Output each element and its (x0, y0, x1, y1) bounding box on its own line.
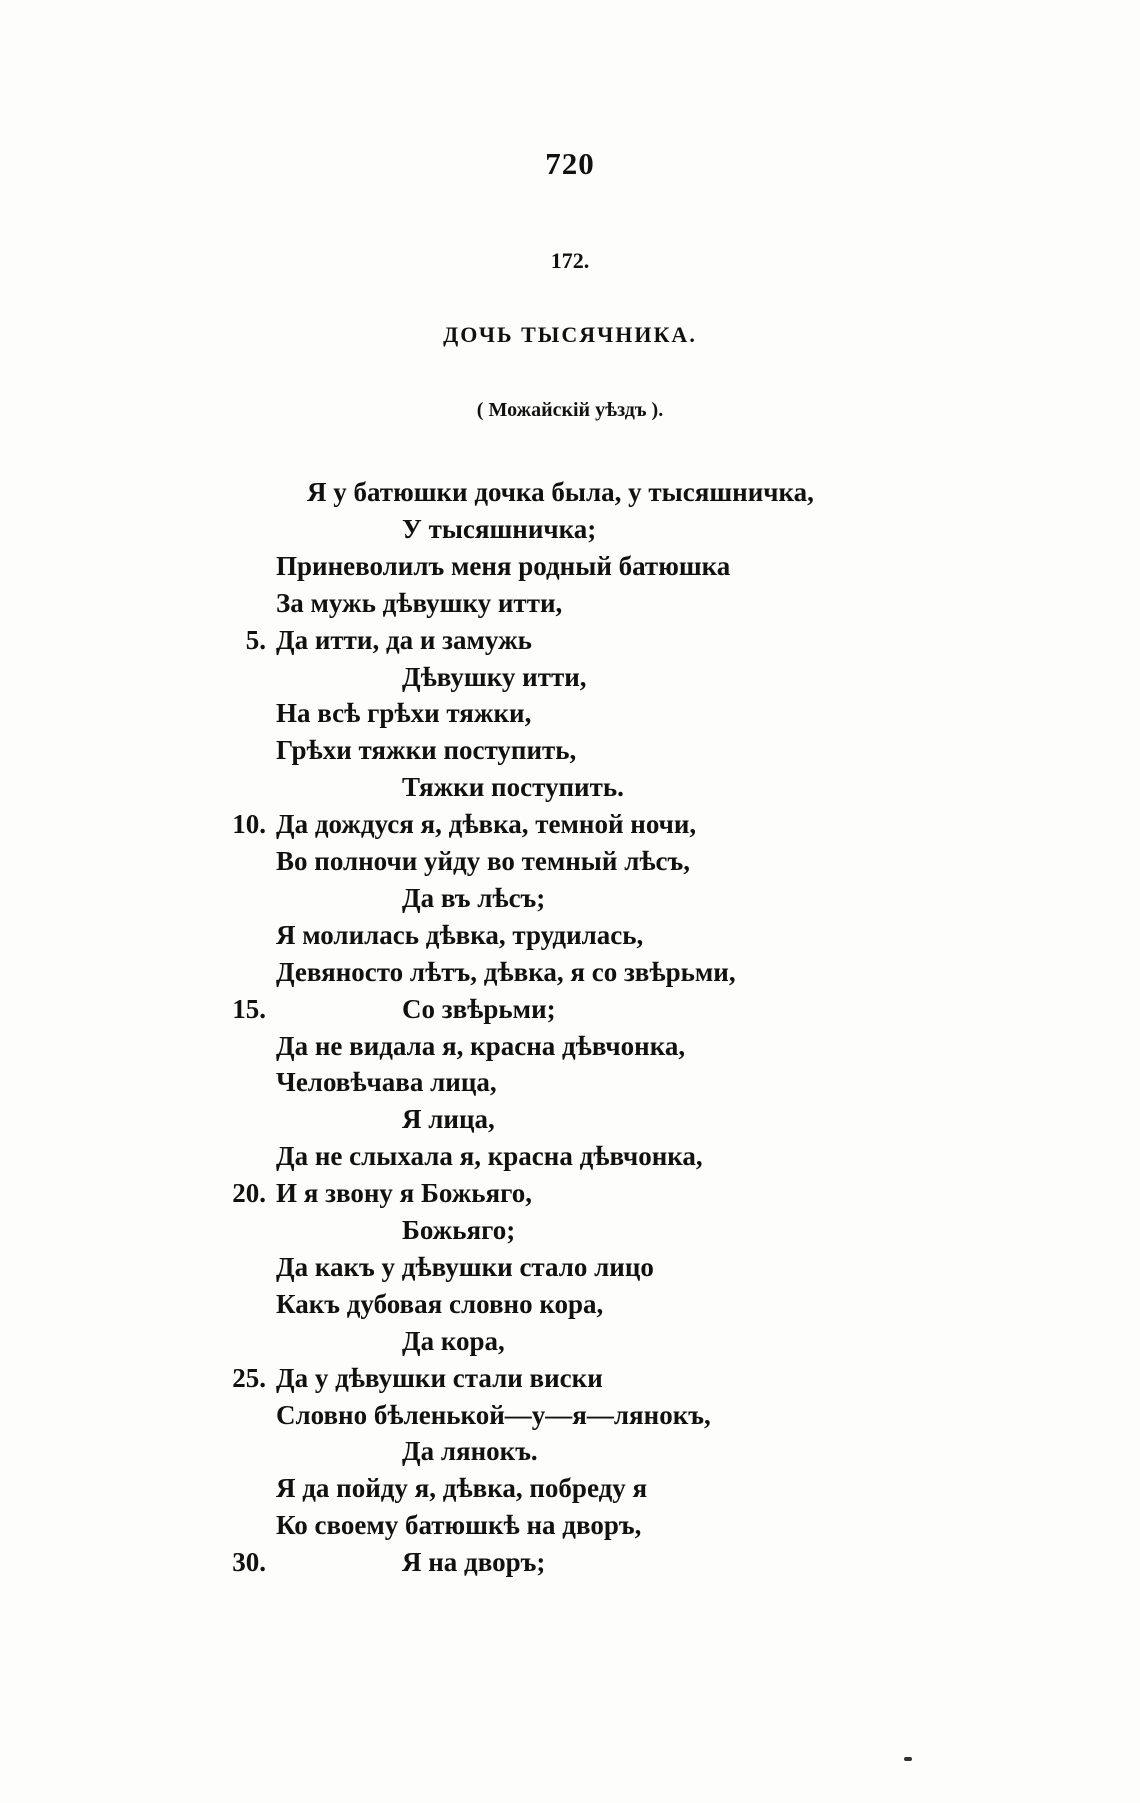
verse-line (0, 1510, 1140, 1546)
verse-text: Я молилась дѣвка, трудилась, (276, 919, 644, 950)
verse-text: На всѣ грѣхи тяжки, (276, 698, 532, 729)
song-number: 172. (550, 248, 590, 273)
verse-line (0, 1141, 1140, 1177)
verse-line (0, 1104, 1140, 1140)
verse-line (0, 957, 1140, 993)
verse-text: Я на дворъ; (402, 1547, 546, 1578)
verse-text: У тысяшничка; (402, 513, 597, 544)
verse-text: Девяносто лѣтъ, дѣвка, я со звѣрьми, (276, 956, 736, 987)
verse-line (0, 846, 1140, 882)
line-number: 20. (232, 1178, 266, 1209)
verse-text: Да въ лѣсъ; (402, 882, 546, 913)
verse-text: Грѣхи тяжки поступить, (276, 735, 577, 766)
verse-text: Словно бѣленькой—у—я—лянокъ, (276, 1399, 711, 1430)
verse-text: Человѣчава лица, (276, 1067, 497, 1098)
verse-text: Тяжки поступить. (402, 772, 624, 803)
line-number: 25. (232, 1362, 266, 1393)
verse-line (0, 883, 1140, 919)
verse-line (0, 920, 1140, 956)
print-speck (904, 1757, 912, 1761)
line-number: 15. (232, 993, 266, 1024)
verse-line (0, 1289, 1140, 1325)
verse-line (0, 772, 1140, 808)
verse-text: Во полночи уйду во темный лѣсъ, (276, 846, 691, 876)
verse-line (0, 1436, 1140, 1472)
verse-line (0, 1547, 1140, 1583)
verse-text: Да какъ у дѣвушки стало лицо (276, 1251, 654, 1282)
verse-text: Да кора, (402, 1325, 505, 1356)
verse-text: Ко своему батюшкѣ на дворъ, (276, 1510, 642, 1541)
verse-line (0, 809, 1140, 845)
verse-text: Приневолилъ меня родный батюшка (276, 550, 731, 581)
verse-line (0, 994, 1140, 1030)
verse-line (0, 514, 1140, 550)
line-number: 5. (245, 624, 266, 655)
song-title: ДОЧЬ ТЫСЯЧНИКА. (443, 322, 697, 347)
verse-line (0, 1178, 1140, 1214)
verse-line (0, 1326, 1140, 1362)
verse-text: Божьяго; (402, 1215, 516, 1245)
verse-line (0, 1363, 1140, 1399)
verse-line (0, 698, 1140, 734)
verse-line (0, 735, 1140, 771)
verse-line (0, 1067, 1140, 1103)
verse-text: Я да пойду я, дѣвка, побреду я (276, 1473, 648, 1504)
verse-text: За мужь дѣвушку итти, (276, 587, 563, 618)
verse-text: И я звону я Божьяго, (276, 1178, 532, 1209)
verse-line (0, 477, 1140, 513)
verse-line (0, 1215, 1140, 1251)
verse-line (0, 551, 1140, 587)
verse-text: Какъ дубовая словно кора, (276, 1288, 604, 1319)
verse-text: Да дождуся я, дѣвка, темной ночи, (276, 809, 697, 840)
page-number: 720 (545, 146, 595, 181)
verse-line (0, 1400, 1140, 1436)
verse-text: Со звѣрьми; (402, 993, 556, 1024)
verse-line (0, 1473, 1140, 1509)
district-note: ( Можайскій уѣздъ ). (476, 399, 664, 421)
verse-text: Да у дѣвушки стали виски (276, 1362, 603, 1393)
line-number: 10. (232, 809, 266, 840)
verse-text: Я у батюшки дочка была, у тысяшничка, (307, 477, 814, 507)
verse-line (0, 1031, 1140, 1067)
verse-line (0, 662, 1140, 698)
verse-text: Да итти, да и замужь (276, 624, 532, 655)
verse-text: Да лянокъ. (402, 1436, 538, 1467)
verse-text: Дѣвушку итти, (402, 661, 587, 692)
verse-text: Да не слыхала я, красна дѣвчонка, (276, 1141, 703, 1172)
line-number: 30. (232, 1547, 266, 1578)
verse-line (0, 1252, 1140, 1288)
verse-text: Я лица, (402, 1104, 495, 1135)
verse-line (0, 625, 1140, 661)
verse-text: Да не видала я, красна дѣвчонка, (276, 1030, 686, 1061)
verse-line (0, 588, 1140, 624)
